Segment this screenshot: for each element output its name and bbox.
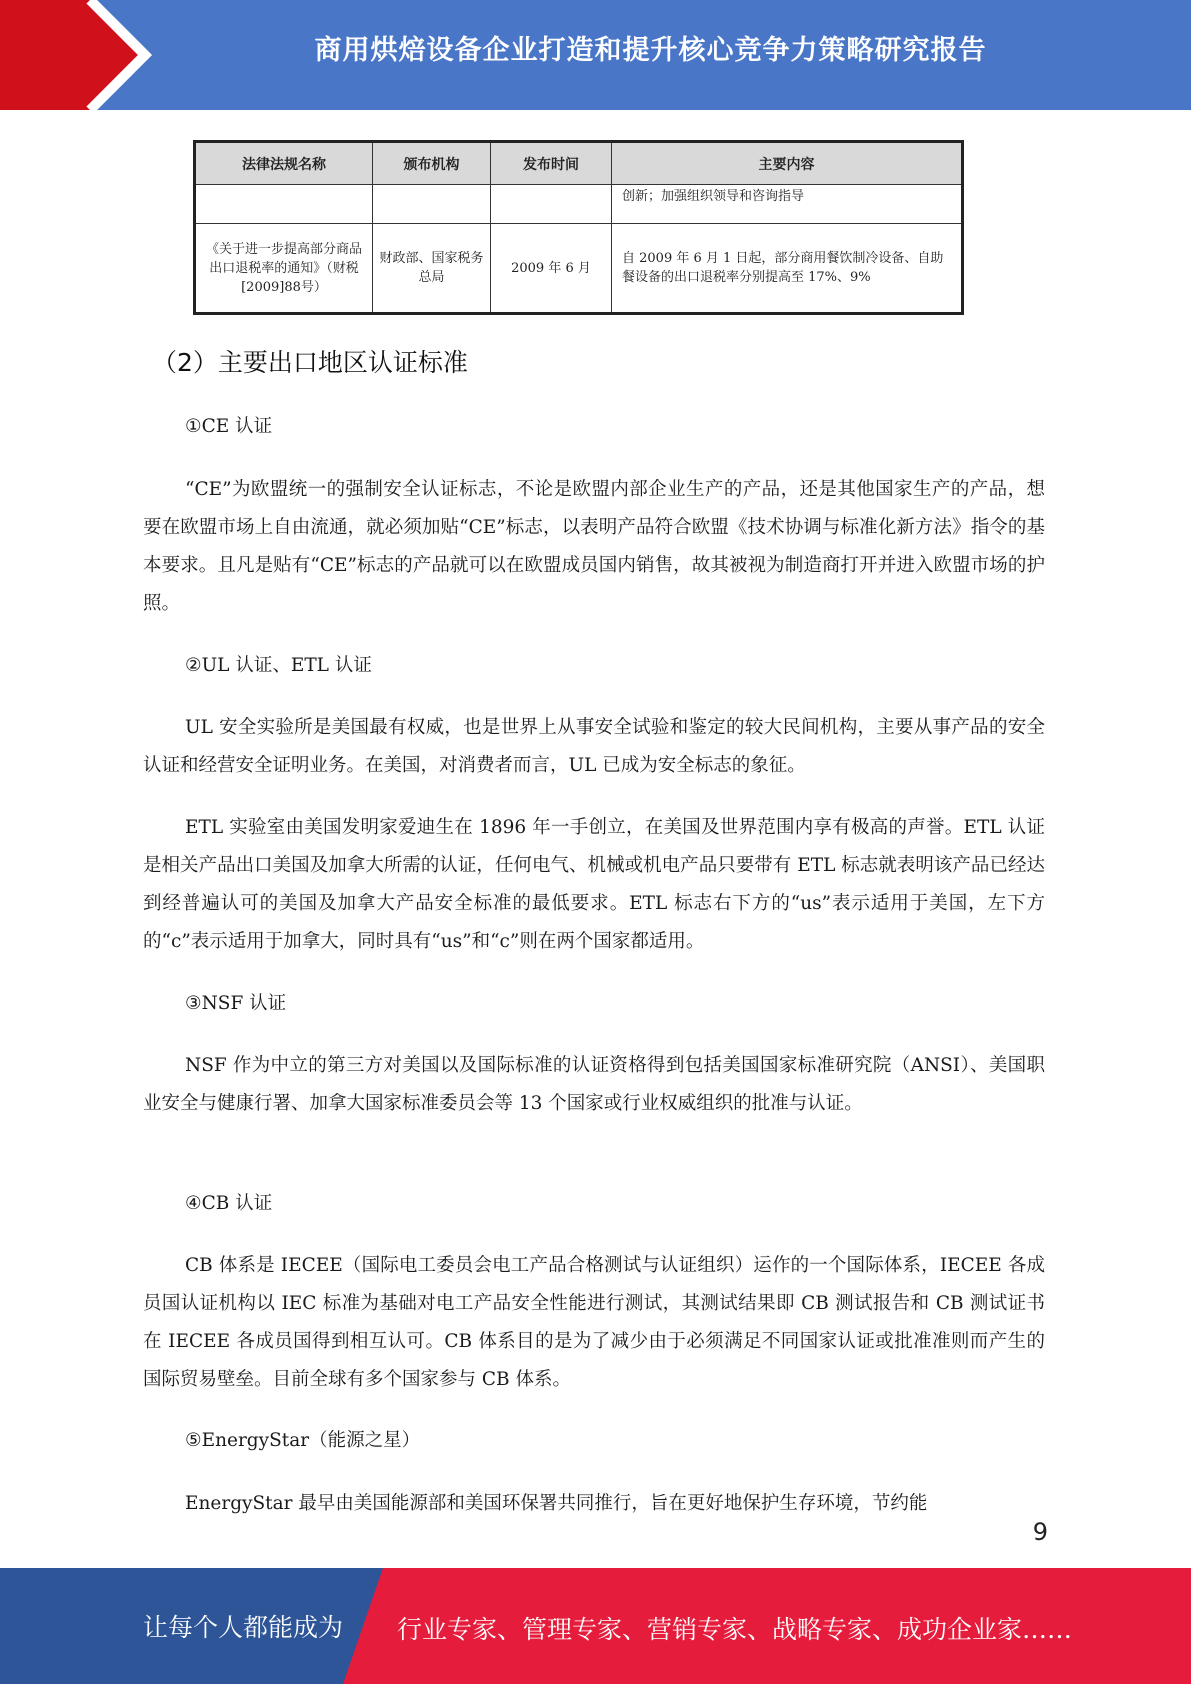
cell-name xyxy=(195,185,373,224)
column-header-name: 法律法规名称 xyxy=(195,142,373,185)
energystar-paragraph: EnergyStar 最早由美国能源部和美国环保署共同推行，旨在更好地保护生存环境，节约能 xyxy=(185,1493,928,1514)
footer-slogan-right: 行业专家、管理专家、营销专家、战略专家、成功企业家…… xyxy=(397,1615,1073,1644)
ce-paragraph: “CE”为欧盟统一的强制安全认证标志，不论是欧盟内部企业生产的产品，还是其他国家生产的产品，想要在欧盟市场上自由流通，就必须加贴“CE”标志，以表明产品符合欧盟《技术协调与标准化新方法》指令的基本要求。且凡是贴有“CE”标志的产品就可以在欧盟成员国内销售，故其被视为制造商打开并进入欧盟市场的护照。 xyxy=(143,479,1045,614)
cell-name: 《关于进一步提高部分商品出口退税率的通知》（财税[2009]88号） xyxy=(195,224,373,314)
ul-etl-subheading: ②UL 认证、ETL 认证 xyxy=(185,655,372,676)
page-number: 9 xyxy=(1032,1518,1048,1546)
section-heading: （2）主要出口地区认证标准 xyxy=(152,348,468,377)
nsf-subheading: ③NSF 认证 xyxy=(185,993,287,1014)
table-row xyxy=(195,185,963,224)
column-header-org: 颁布机构 xyxy=(373,142,491,185)
report-title: 商用烘焙设备企业打造和提升核心竞争力策略研究报告 xyxy=(314,35,987,66)
regulation-table xyxy=(193,140,964,315)
energystar-subheading: ⑤EnergyStar（能源之星） xyxy=(185,1430,421,1451)
page-footer xyxy=(0,1568,1191,1684)
cell-date xyxy=(491,185,612,224)
cell-content: 自 2009 年 6 月 1 日起，部分商用餐饮制冷设备、自助餐设备的出口退税率分别提高至 17%、9% xyxy=(612,224,963,314)
ul-paragraph: UL 安全实验所是美国最有权威，也是世界上从事安全试验和鉴定的较大民间机构，主要从事产品的安全认证和经营安全证明业务。在美国，对消费者而言，UL 已成为安全标志的象征。 xyxy=(143,717,1045,776)
table-row xyxy=(195,224,963,314)
page-header xyxy=(0,0,1191,110)
footer-slogan-left: 让每个人都能成为 xyxy=(143,1613,344,1642)
ce-subheading: ①CE 认证 xyxy=(185,416,273,437)
cb-paragraph: CB 体系是 IECEE（国际电工委员会电工产品合格测试与认证组织）运作的一个国际体系，IECEE 各成员国认证机构以 IEC 标准为基础对电工产品安全性能进行测试，其测试结果即 CB 测试报告和 CB 测试证书在 IECEE 各成员国得到相互认可。CB 体系目的是为了减少由于必须满足不同国家认证或批准准则而产生的国际贸易壁垒。目前全球有多个国家参与 CB 体系。 xyxy=(143,1255,1045,1390)
nsf-paragraph: NSF 作为中立的第三方对美国以及国际标准的认证资格得到包括美国国家标准研究院（ANSI）、美国职业安全与健康行署、加拿大国家标准委员会等 13 个国家或行业权威组织的批准与认证。 xyxy=(143,1055,1045,1114)
cb-subheading: ④CB 认证 xyxy=(185,1193,273,1214)
column-header-date: 发布时间 xyxy=(491,142,612,185)
cell-date: 2009 年 6 月 xyxy=(491,224,612,314)
column-header-content: 主要内容 xyxy=(612,142,963,185)
cell-org xyxy=(373,185,491,224)
cell-content: 创新；加强组织领导和咨询指导 xyxy=(612,185,963,224)
etl-paragraph: ETL 实验室由美国发明家爱迪生在 1896 年一手创立，在美国及世界范围内享有极高的声誉。ETL 认证是相关产品出口美国及加拿大所需的认证，任何电气、机械或机电产品只要带有 ETL 标志就表明该产品已经达到经普遍认可的美国及加拿大产品安全标准的最低要求。ETL 标志右下方的“us”表示适用于美国，左下方的“c”表示适用于加拿大，同时具有“us”和“c”则在两个国家都适用。 xyxy=(143,817,1045,952)
cell-org: 财政部、国家税务总局 xyxy=(373,224,491,314)
table-header-row xyxy=(195,142,963,185)
